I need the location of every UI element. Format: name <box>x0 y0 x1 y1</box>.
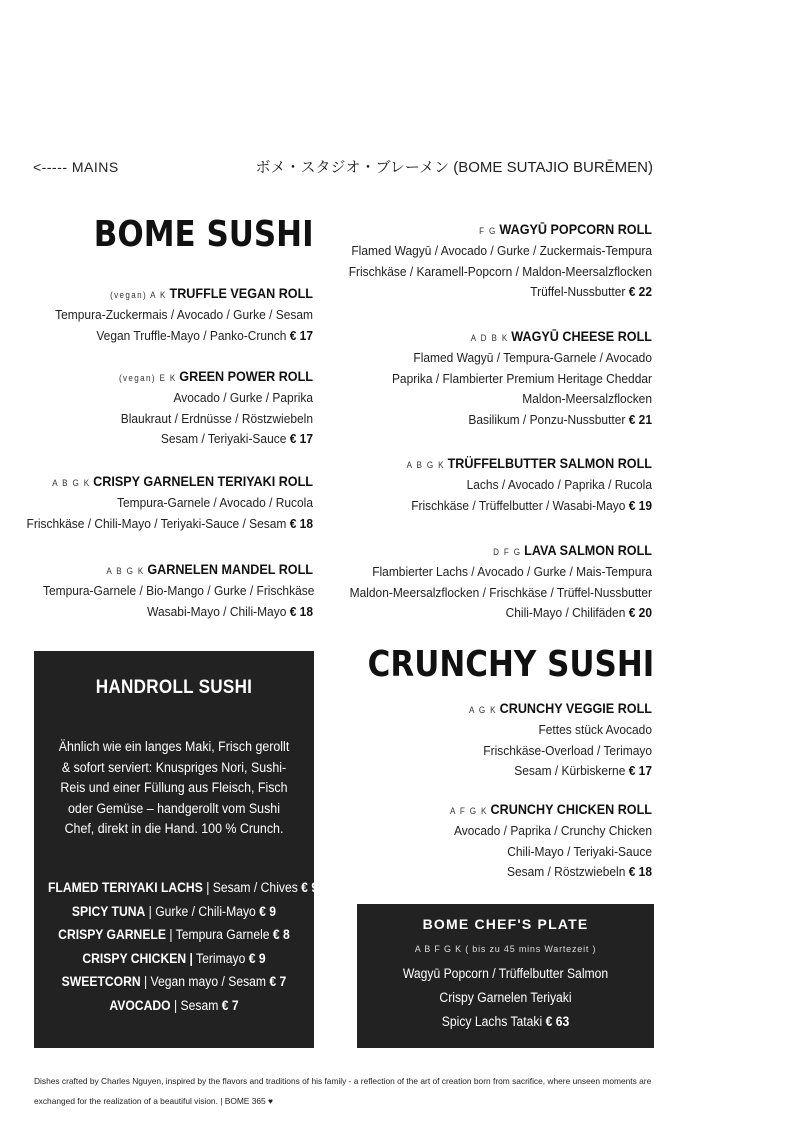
item-name: TRUFFLE VEGAN ROLL <box>169 285 313 301</box>
item-description: Avocado / Paprika / Crunchy Chicken <box>453 823 652 838</box>
item-description: Sesam / Röstzwiebeln <box>506 864 626 879</box>
allergen-tags: A D B K <box>470 333 509 343</box>
handroll-item-detail: | Sesam / Chives <box>202 880 302 895</box>
item-price: € 21 <box>628 411 652 427</box>
item-description: Flamed Wagyū / Avocado / Gurke / Zuckermais-Tempura <box>351 243 652 258</box>
item-name: GREEN POWER ROLL <box>179 368 313 384</box>
handroll-item-name: SPICY TUNA <box>71 903 146 919</box>
handroll-item-price: € 9 <box>259 903 277 919</box>
item-description: Paprika / Flambierter Premium Heritage Cheddar <box>391 370 652 386</box>
bome-sushi-item <box>0 471 313 534</box>
item-description: Sesam / Teriyaki-Sauce <box>160 431 287 446</box>
item-price: € 19 <box>628 497 652 513</box>
item-description: Maldon-Meersalzflocken <box>522 391 652 406</box>
handroll-item-name: AVOCADO <box>109 997 171 1013</box>
bome-sushi-item <box>13 366 313 450</box>
sushi-item <box>332 326 652 430</box>
item-description: Frischkäse-Overload / Terimayo <box>483 742 652 758</box>
item-name: CRUNCHY CHICKEN ROLL <box>490 801 652 817</box>
allergen-tags: A B G K <box>106 566 145 576</box>
allergen-tags: A G K <box>469 705 497 715</box>
bome-sushi-item <box>13 283 313 346</box>
heart-icon: ♥ <box>268 1096 274 1106</box>
item-price: € 18 <box>628 864 652 879</box>
item-description: Sesam / Kürbiskerne <box>514 763 626 778</box>
item-description: Tempura-Zuckermais / Avocado / Gurke / Sesam <box>55 307 314 322</box>
allergen-tags: A F G K <box>450 806 488 816</box>
chefs-plate-line: Crispy Garnelen Teriyaki <box>439 990 572 1005</box>
chefs-plate-title: BOME CHEF'S PLATE <box>422 916 589 932</box>
chefs-plate-lines <box>372 962 639 1034</box>
chefs-plate-tags: A B F G K ( bis zu 45 mins Wartezeit ) <box>414 944 597 954</box>
handroll-item-price: € 8 <box>272 927 290 943</box>
item-description: Blaukraut / Erdnüsse / Röstzwiebeln <box>120 410 314 426</box>
item-name: CRISPY GARNELEN TERIYAKI ROLL <box>93 473 313 489</box>
crunchy-sushi-title: CRUNCHY SUSHI <box>367 644 654 685</box>
allergen-tags: A B G K <box>52 478 91 488</box>
item-description: Chili-Mayo / Teriyaki-Sauce <box>507 843 652 859</box>
handroll-item-detail: | Tempura Garnele <box>165 927 273 943</box>
item-description: Maldon-Meersalzflocken / Frischkäse / Trüffel-Nussbutter <box>349 584 652 600</box>
item-name: GARNELEN MANDEL ROLL <box>147 561 313 577</box>
handroll-item <box>48 947 300 971</box>
item-name: WAGYŪ CHEESE ROLL <box>511 328 652 344</box>
item-name: TRÜFFELBUTTER SALMON ROLL <box>447 455 652 471</box>
handroll-item <box>48 923 300 947</box>
handroll-item <box>48 970 300 994</box>
handroll-item-name: CRISPY CHICKEN | <box>82 950 193 966</box>
item-price: € 17 <box>289 327 313 343</box>
handroll-item <box>48 994 300 1018</box>
handroll-item-name: SWEETCORN <box>61 974 141 990</box>
crunchy-sushi-item <box>332 799 652 883</box>
handroll-sushi-title: HANDROLL SUSHI <box>95 677 253 698</box>
item-price: € 17 <box>628 763 652 778</box>
sushi-item <box>312 219 652 303</box>
item-name: CRUNCHY VEGGIE ROLL <box>499 700 652 716</box>
item-description: Frischkäse / Chili-Mayo / Teriyaki-Sauce / Sesam <box>26 515 287 531</box>
handroll-item-detail: | Sesam <box>170 997 222 1013</box>
bome-sushi-title: BOME SUSHI <box>94 214 314 255</box>
handroll-sushi-panel <box>34 651 319 1048</box>
handroll-item-price: € 9 <box>301 880 319 895</box>
item-description: Tempura-Garnele / Avocado / Rucola <box>116 495 313 510</box>
sushi-item <box>312 540 652 624</box>
allergen-tags: D F G <box>493 547 522 557</box>
allergen-tags: (vegan) A K <box>110 290 167 300</box>
item-description: Fettes stück Avocado <box>538 722 652 737</box>
chefs-plate-line: Wagyū Popcorn / Trüffelbutter Salmon <box>402 966 609 981</box>
item-description: Flambierter Lachs / Avocado / Gurke / Mais-Tempura <box>372 564 652 579</box>
item-description: Basilikum / Ponzu-Nussbutter <box>468 411 626 427</box>
handroll-item-detail: | Vegan mayo / Sesam <box>140 974 270 990</box>
handroll-list <box>48 876 319 1018</box>
footer-text: Dishes crafted by Charles Nguyen, inspired by the flavors and traditions of his family - a reflection of the art of creation born from sacrifice, where unseen moments are exchanged for the realization of a beautiful vision. | BOME 365 <box>34 1076 652 1106</box>
handroll-item-name: CRISPY GARNELE <box>58 927 166 943</box>
item-price: € 18 <box>289 603 313 619</box>
item-price: € 18 <box>289 515 313 531</box>
allergen-tags: A B G K <box>406 460 445 470</box>
handroll-item-price: € 7 <box>221 997 239 1013</box>
item-price: € 17 <box>289 431 313 446</box>
handroll-item <box>48 876 319 900</box>
handroll-item-price: € 7 <box>269 974 287 990</box>
allergen-tags: (vegan) E K <box>118 373 177 383</box>
handroll-item-detail: | Gurke / Chili-Mayo <box>145 903 260 919</box>
item-description: Chili-Mayo / Chilifäden <box>505 605 626 620</box>
chefs-plate-price: € 63 <box>545 1014 570 1029</box>
item-description: Avocado / Gurke / Paprika <box>173 390 313 405</box>
item-description: Vegan Truffle-Mayo / Panko-Crunch <box>96 327 287 343</box>
handroll-item-name: FLAMED TERIYAKI LACHS <box>48 880 203 895</box>
item-name: WAGYŪ POPCORN ROLL <box>499 221 652 237</box>
item-description: Trüffel-Nussbutter <box>530 284 626 299</box>
item-name: LAVA SALMON ROLL <box>524 542 652 558</box>
crunchy-sushi-item <box>332 698 652 782</box>
chefs-plate-line: Spicy Lachs Tataki <box>441 1014 546 1029</box>
chefs-plate-panel <box>357 904 654 1048</box>
item-description: Tempura-Garnele / Bio-Mango / Gurke / Frischkäse <box>43 583 315 598</box>
item-description: Wasabi-Mayo / Chili-Mayo <box>147 603 287 619</box>
footer-note <box>34 1071 664 1111</box>
restaurant-title: ボメ・スタジオ・ブレーメン (BOME SUTAJIO BURĒMEN) <box>255 159 653 176</box>
handroll-item-price: € 9 <box>248 950 266 966</box>
item-price: € 20 <box>628 605 652 620</box>
handroll-item <box>48 900 300 924</box>
item-description: Frischkäse / Karamell-Popcorn / Maldon-Meersalzflocken <box>348 263 652 279</box>
handroll-description: Ähnlich wie ein langes Maki, Frisch gerollt & sofort serviert: Knuspriges Nori, Sushi-Reis und einer Füllung aus Fleisch, Fisch oder Gemüse – handgerollt vom Sushi Chef, direkt in die Hand. 100 % Crunch. <box>58 739 290 836</box>
allergen-tags: F G <box>479 226 497 236</box>
bome-sushi-item <box>13 559 313 622</box>
back-to-mains-link[interactable]: <----- MAINS <box>33 159 119 175</box>
item-description: Frischkäse / Trüffelbutter / Wasabi-Mayo <box>411 497 626 513</box>
item-description: Flamed Wagyū / Tempura-Garnele / Avocado <box>413 350 652 365</box>
handroll-item-detail: Terimayo <box>192 950 249 966</box>
sushi-item <box>332 453 652 516</box>
item-description: Lachs / Avocado / Paprika / Rucola <box>466 477 652 492</box>
item-price: € 22 <box>628 284 652 299</box>
